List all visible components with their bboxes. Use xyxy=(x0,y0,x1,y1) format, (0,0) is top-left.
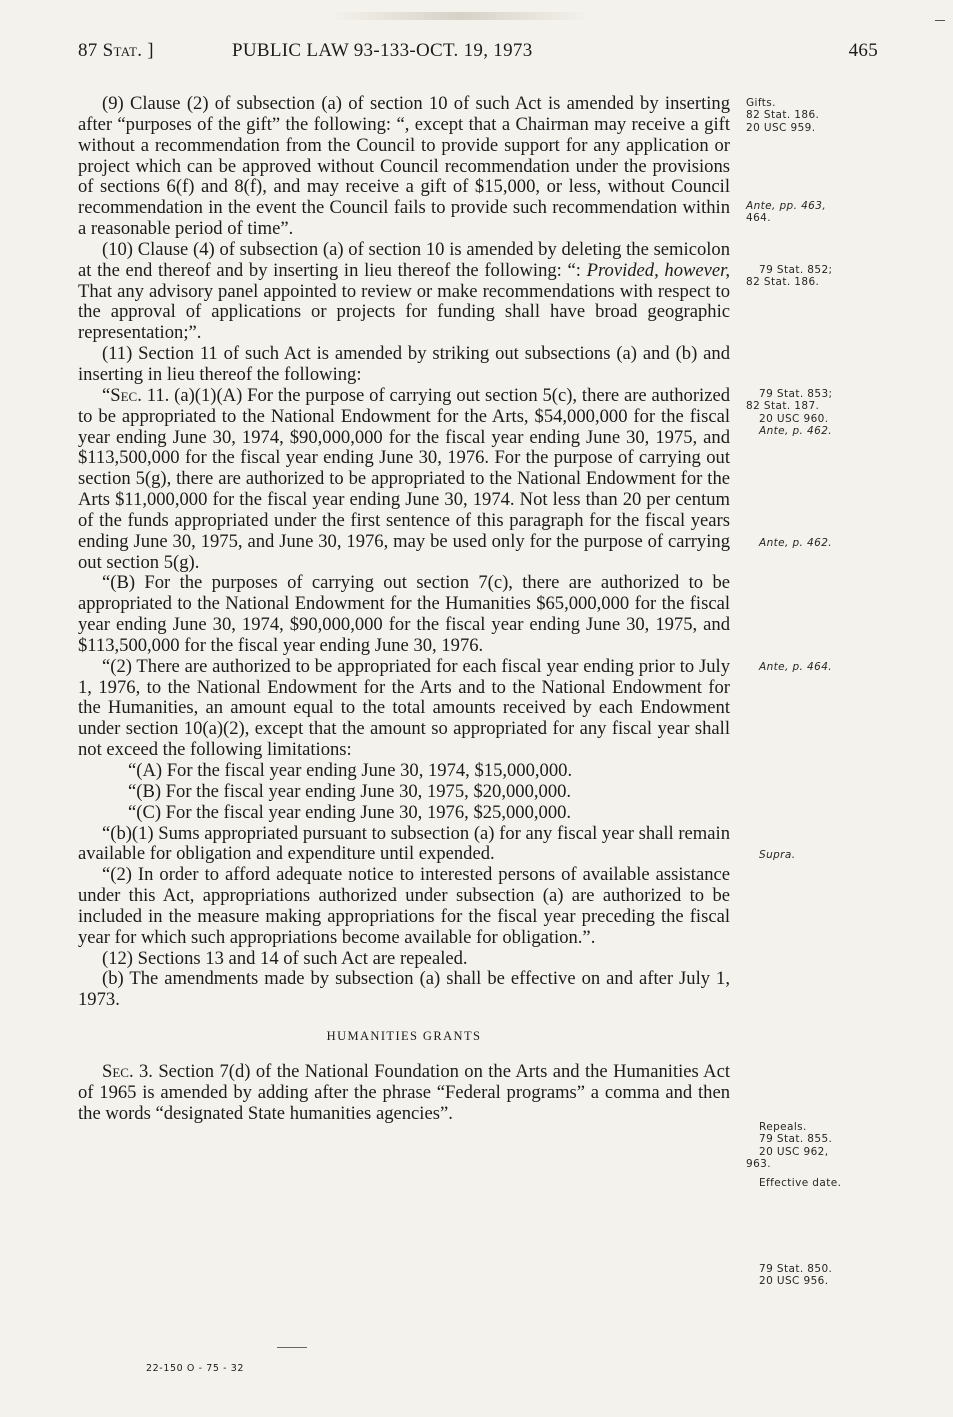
paragraph: (b) The amendments made by subsection (a) shall be effective on and after July 1, 1973. xyxy=(78,968,730,1011)
scan-mark xyxy=(935,20,945,21)
paragraph: “(A) For the fiscal year ending June 30, 1974, $15,000,000. xyxy=(128,760,573,781)
margin-note-ante: Ante, pp. 463, 464. xyxy=(746,200,827,225)
paragraph: “(b)(1) Sums appropriated pursuant to subsection (a) for any fiscal year shall remain available for obligation and expenditure until expended. xyxy=(78,822,730,865)
paragraph: (10) Clause (4) of subsection (a) of section 10 is amended by deleting the semicolon at the end thereof and by inserting in lieu thereof the following: “: Provided, however, That any advisory panel appointed to review or make recommendations with respect to the approval of applications or projects for funding shall have broad geographic representation;”. xyxy=(78,238,730,344)
margin-note-gifts: Gifts. 82 Stat. 186. 20 USC 959. xyxy=(746,97,820,134)
paragraph: “Sec. 11. (a)(1)(A) For the purpose of carrying out section 5(c), there are authorized to be appropriated to the National Endowment for the Arts, $54,000,000 for the fiscal year ending June 30, 1974, $90,000,000 for the fiscal year ending June 30, 1975, and $113,500,000 for the fiscal year ending June 30, 1976. For the purpose of carrying out section 5(g), there are authorized to be appropriated to the National Endowment for the Arts $11,000,000 for the fiscal year ending June 30, 1974. Not less than 20 per centum of the funds appropriated under the first sentence of this paragraph for the fiscal years ending June 30, 1975, and June 30, 1976, may be used only for the purpose of carrying out section 5(g). xyxy=(78,384,730,573)
paragraph: (12) Sections 13 and 14 of such Act are repealed. xyxy=(102,947,468,969)
margin-note-stat: 79 Stat. 850. 20 USC 956. xyxy=(759,1263,833,1288)
paragraph: “(2) In order to afford adequate notice to interested persons of available assistance under this Act, appropriations authorized under subsection (a) are authorized to be included in the measure making appropriations for the fiscal year preceding the fiscal year for which such appropriations become available for obligation.”. xyxy=(78,864,730,948)
margin-note-ante: Ante, p. 462. xyxy=(759,537,833,549)
paragraph: Sec. 3. Section 7(d) of the National Foundation on the Arts and the Humanities Act of 1965 is amended by adding after the phrase “Federal programs” a comma and then the words “designated State humanities agencies”. xyxy=(78,1060,730,1124)
margin-note-repeals: Repeals. 79 Stat. 855. 20 USC 962, 963. xyxy=(746,1121,833,1170)
paragraph: “(C) For the fiscal year ending June 30, 1976, $25,000,000. xyxy=(128,801,572,823)
header-statute-ref: 87 Stat. ] xyxy=(78,40,154,61)
paragraph: “(B) For the purposes of carrying out section 7(c), there are authorized to be appropriated to the National Endowment for the Humanities $65,000,000 for the fiscal year ending June 30, 1974, $90,000,000 for the fiscal year ending June 30, 1975, and $113,500,000 for the fiscal year ending June 30, 1976. xyxy=(78,572,730,656)
margin-note-effective-date: Effective date. xyxy=(759,1177,842,1189)
paragraph: (11) Section 11 of such Act is amended by striking out subsections (a) and (b) and inserting in lieu thereof the following: xyxy=(78,343,730,385)
header-title: PUBLIC LAW 93-133-OCT. 19, 1973 xyxy=(232,40,533,61)
paragraph: “(B) For the fiscal year ending June 30, 1975, $20,000,000. xyxy=(128,780,572,802)
paragraph: “(2) There are authorized to be appropriated for each fiscal year ending prior to July 1, 1976, to the National Endowment for the Arts and to the National Endowment for the Humanities, an amount equal to the total amounts received by each Endowment under section 10(a)(2), except that the amount so appropriated for any fiscal year shall not exceed the following limitations: xyxy=(78,655,730,761)
page-header xyxy=(78,40,878,70)
margin-note-stat: 79 Stat. 853; 82 Stat. 187. 20 USC 960. Ante, p. 462. xyxy=(746,388,833,437)
margin-note-stat: 79 Stat. 852; 82 Stat. 186. xyxy=(746,264,833,289)
body-text xyxy=(78,94,730,1125)
margin-note-supra: Supra. xyxy=(759,849,796,861)
footer-rule xyxy=(277,1347,307,1348)
footer-code: 22-150 O - 75 - 32 xyxy=(146,1363,245,1374)
section-heading: HUMANITIES GRANTS xyxy=(326,1029,482,1044)
scan-smudge xyxy=(330,12,590,20)
margin-note-ante: Ante, p. 464. xyxy=(759,661,833,673)
page-number: 465 xyxy=(848,40,878,61)
paragraph: (9) Clause (2) of subsection (a) of section 10 of such Act is amended by inserting after “purposes of the gift” the following: “, except that a Chairman may receive a gift without a recommendation from the Council to provide support for any application or project which can be approved without Council recommendation under the provisions of sections 6(f) and 8(f), and may receive a gift of $15,000, or less, without Council recommendation in the event the Council fails to provide such recommendation within a reasonable period of time”. xyxy=(78,93,730,240)
